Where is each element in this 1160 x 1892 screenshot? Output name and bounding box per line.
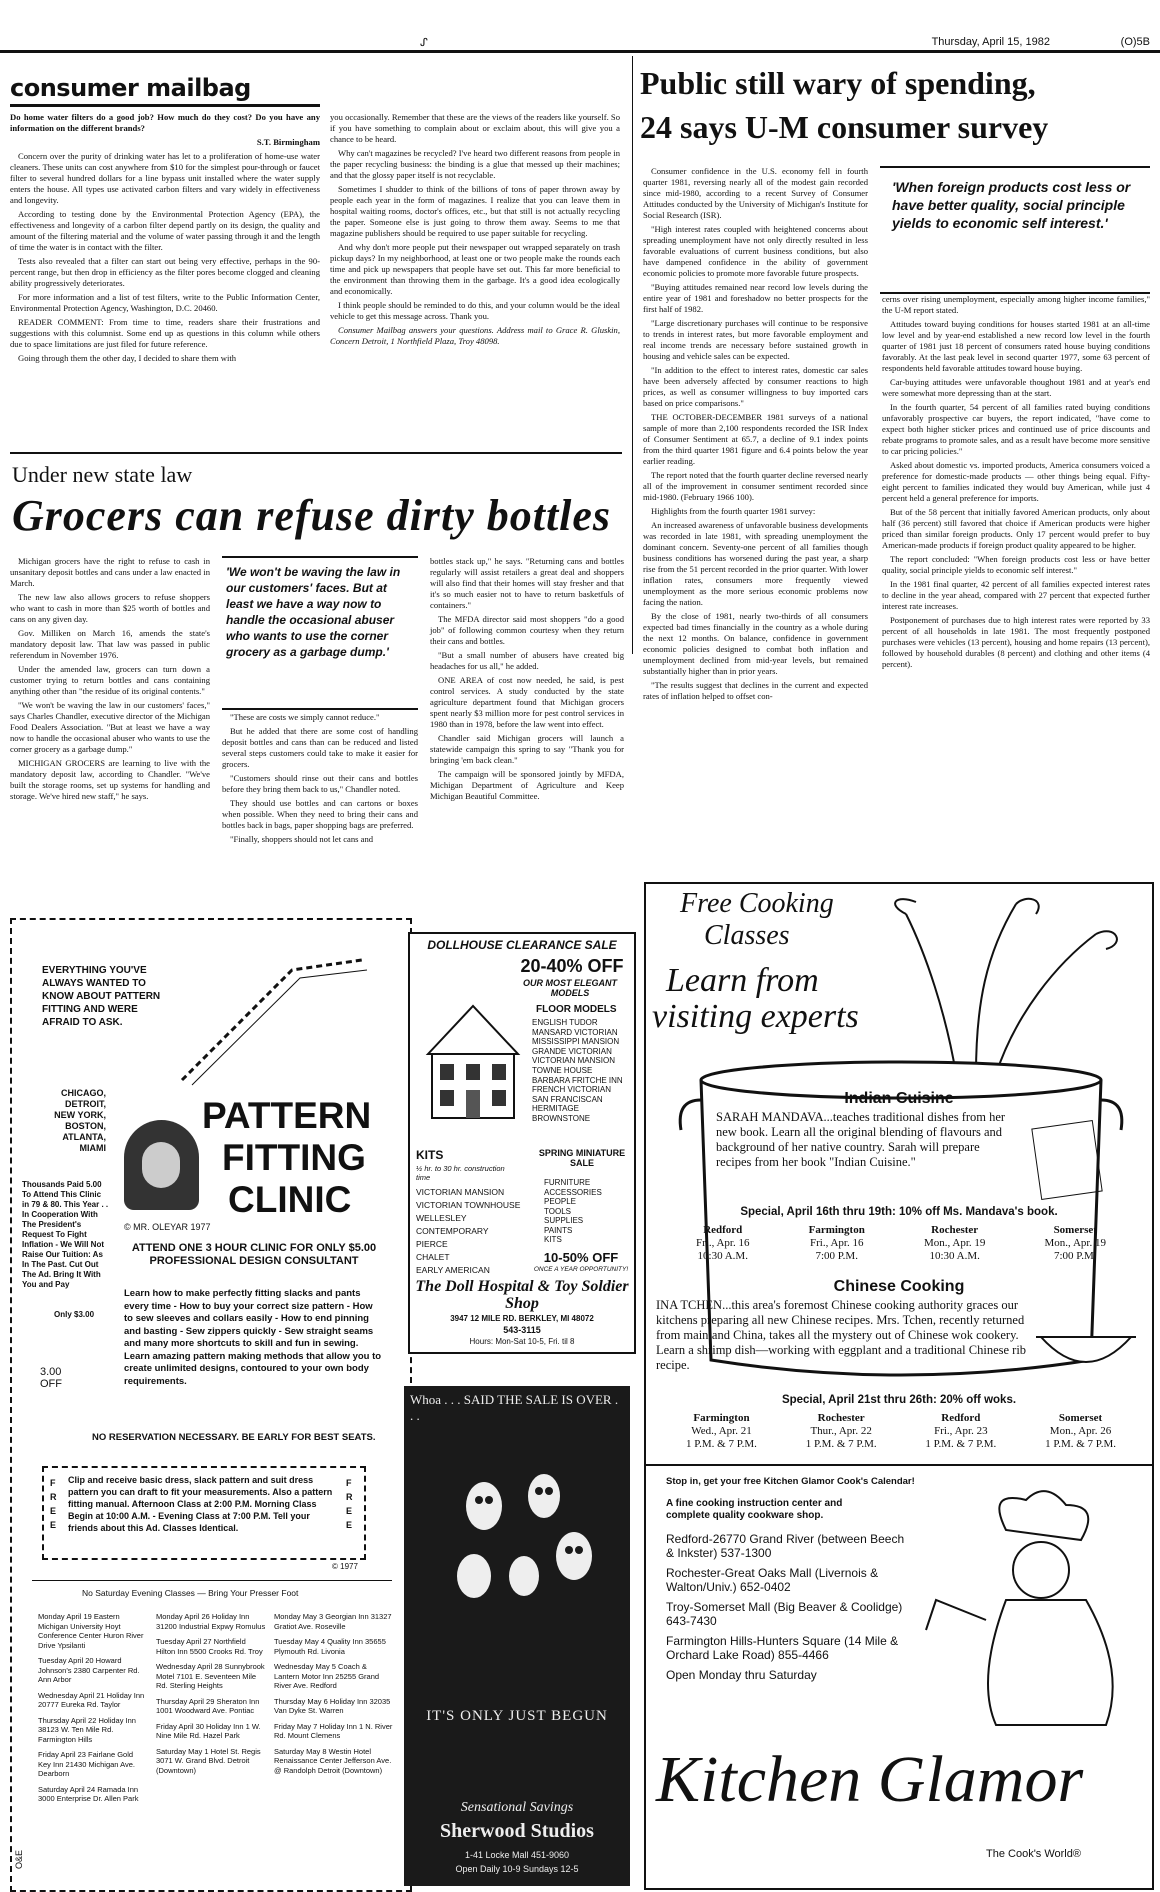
pattern-no-reservation: NO RESERVATION NECESSARY. BE EARLY FOR BEST SEATS. [92,1432,376,1443]
cookbook-icon [1031,1120,1102,1200]
grocers-paragraph: "Customers should rinse out their cans and bottles before they bring them back to us," Chandler noted. [222,773,418,794]
class-date: Thur., Apr. 22 [810,1425,872,1437]
instructor-photo [124,1120,199,1210]
survey-paragraph: "In addition to the effect to interest rates, domestic car sales have been adversely affected by consumer reactions to high prices, as well as consumer willingness to buy imported cars based on price comparisons." [643,365,868,408]
pattern-title-3: CLINIC [228,1179,352,1220]
ad-divider [646,1464,1152,1466]
class-date: Mon., Apr. 19 [923,1237,986,1249]
store-location: Farmington Hills-Hunters Square (14 Mile & Orchard Lake Road) 855-4466 [666,1634,899,1662]
sherwood-address: 1-41 Locke Mall 451-9060 [464,1850,570,1860]
schedule-entry: Wednesday April 21 Holiday Inn 20777 Eureka Rd. Taylor [38,1690,145,1709]
class-time: 1 P.M. & 7 P.M. [1045,1438,1116,1450]
grocers-paragraph: But he added that there are some cost of handling deposit bottles and cans than can be reduced and listed several steps customers could take to make it easier for grocers. [222,726,418,769]
class-slot [925,1412,996,1451]
survey-paragraph: An increased awareness of unfavorable business developments was recorded in late 1981, with spreading unemployment the dominant concern. Seventy-one percent of all families though business conditions has worsened during the past year, a sharp rise from the 51 percent recorded in the prior quarter. With lower inflation rates, consumers more frequently viewed unemployment as the more serious economic problems now facing the nation. [643,520,868,607]
mailbag-answer: According to testing done by the Environmental Protection Agency (EPA), the effectiveness and longevity of a carbon filter depend partly on its design, the quality and amount of the filtering material and the volume of water passing through it and the length of time the water is in contact with the filter. [10,209,320,252]
grocers-pull-quote-box [222,556,418,710]
schedule-entry: Monday May 3 Georgian Inn 31327 Gratiot Ave. Roseville [274,1612,392,1631]
store-locations [666,1532,906,1682]
pattern-copyright: © MR. OLEYAR 1977 [124,1222,211,1232]
mailbag-question: Do home water filters do a good job? How much do they cost? Do you have any information on the different brands? [10,112,320,133]
column-divider [632,56,633,654]
shop-description: A fine cooking instruction center and complete quality cookware shop. [666,1498,843,1521]
pattern-coupon[interactable] [42,1466,366,1560]
pattern-clinic-ad [10,918,412,1892]
class-date: Mon., Apr. 26 [1049,1425,1112,1437]
class-location: Rochester [931,1224,979,1236]
pattern-cities: CHICAGO, DETROIT, NEW YORK, BOSTON, ATLANTA, MIAMI [54,1088,106,1153]
kit-item: EARLY AMERICAN [416,1265,490,1275]
doll-shop-phone: 543-3115 [503,1325,541,1335]
spring-sale-discount: 10-50% OFF [543,1250,619,1265]
grocers-paragraph: Chandler said Michigan grocers will launch a statewide campaign this spring to say "Thank you for bringing 'em back clean." [430,733,624,765]
sherwood-hours: Open Daily 10-9 Sundays 12-5 [455,1864,579,1874]
grocers-paragraph: They should use bottles and can cartons or boxes when possible. When they need to bring their cans and bottles back in bags, paper shopping bags are preferred. [222,798,418,830]
class-slot [1045,1224,1106,1263]
chef-illustration [916,1480,1136,1730]
schedule-entry: Monday April 19 Eastern Michigan University Hoyt Conference Center Huron River Drive Ypsilanti [38,1612,144,1650]
survey-paragraph: "Buying attitudes remained near record low levels during the entire year of 1981 and foreshadow no better prospects for the first half of 1982. [643,282,868,314]
section-rule [10,452,622,454]
floor-models-list [532,1018,632,1124]
grocers-kicker: Under new state law [12,462,193,487]
mailbag-answer: Concern over the purity of drinking water has let to a proliferation of home-use water cleaners. These units can cost anywhere from $10 for the simplest pour-through or faucet filter to several hundred dollars for a line bypass unit installed where the water supply enters the house. All types use activated carbon filters and vary widely in effectiveness and longevity. [10,151,320,205]
pattern-price: Only $3.00 [54,1310,95,1319]
kits-list [416,1186,528,1277]
sherwood-studios-ad [404,1386,630,1886]
kits-heading: KITS [416,1148,444,1162]
class-slot [924,1224,985,1263]
survey-headline-1: Public still wary of spending, [640,65,1036,101]
indian-cuisine-heading: Indian Cuisine [844,1090,954,1107]
mailbag-column-1 [10,112,320,430]
grocers-column-3 [430,556,624,878]
class-slot [696,1224,749,1263]
grocers-paragraph: Under the amended law, grocers can turn down a customer trying to return bottles and cans containing anything other than "the residue of its original contents." [10,664,210,696]
class-date: Fri., Apr. 16 [696,1237,750,1249]
floor-model: BARBARA FRITCHE INN [532,1075,623,1085]
schedule-entry: Tuesday May 4 Quality Inn 35655 Plymouth Rd. Livonia [274,1637,386,1656]
dollhouse-title: DOLLHOUSE CLEARANCE SALE [427,938,617,952]
spring-item: FURNITURE [544,1178,591,1187]
class-time: 1 P.M. & 7 P.M. [805,1438,877,1450]
grocers-paragraph: Gov. Milliken on March 16, amends the state's mandatory deposit law. That law was passed in public referendum in November 1976. [10,628,210,660]
class-time: 1 P.M. & 7 P.M. [686,1438,757,1450]
class-date: Fri., Apr. 23 [934,1425,988,1437]
sherwood-savings: Sensational Savings [460,1800,574,1815]
section-label: O&E [14,1850,24,1870]
kitchen-glamor-ad [644,882,1154,1890]
mailbag-answer: Tests also revealed that a filter can start out being very effective, perhaps in the 90-percent range, but then drop in efficiency as the filter pores become clogged and cleaning ability progressively deteriorates. [10,256,320,288]
reader-comment: Sometimes I shudder to think of the billions of tons of paper thrown away by people each year in the form of magazines. I realize that you can leave them in hospital waiting rooms, doctor's offices, etc., but that still is not actually recycling the paper. Someone else is just going to throw them away. Seems to me that magazine publishers should be required to use paper suitable for recycling. [330,184,620,238]
doll-shop-name: The Doll Hospital & Toy Soldier Shop [415,1278,629,1312]
grocers-paragraph: MICHIGAN GROCERS are learning to live with the mandatory deposit law, according to Chandler. "We've built the storage rooms, set up systems for handling and storage. We've hired new staff," he says. [10,758,210,801]
class-location: Somerset [1058,1412,1103,1424]
class-time: 10:30 A.M. [697,1250,748,1262]
spring-item: SUPPLIES [544,1216,584,1225]
schedule-entry: Saturday April 24 Ramada Inn 3000 Enterprise Dr. Allen Park [38,1784,139,1803]
coupon-text: Clip and receive basic dress, slack pattern and suit dress pattern you can draft to fit your measurements. Also a pattern fitting manual. Afternoon Class at 2:00 P.M. Morning Class Begin at 10:00 A.M. - Evening Class at 7:00 P.M. Tell your friends about this Ad. Classes Identical. [68,1475,333,1533]
pattern-title-1: PATTERN [202,1095,372,1136]
floor-model: FRENCH VICTORIAN [532,1085,611,1095]
kit-item: CONTEMPORARY [416,1226,489,1236]
cooking-title-4: visiting experts [652,998,859,1035]
survey-paragraph: Postponement of purchases due to high interest rates were reported by 33 percent of all households in late 1981. The most frequently postponed purchases were vehicles (13 percent), housing and home repairs (13 percent), followed by household durables (8 percent) and clothing and other items (4 percent). [882,615,1150,669]
spring-item: TOOLS [544,1206,571,1216]
class-slot [1045,1412,1116,1451]
schedule-entry: Tuesday April 20 Howard Johnson's 2380 Carpenter Rd. Ann Arbor [38,1656,140,1684]
survey-paragraph: Consumer confidence in the U.S. economy fell in fourth quarter 1981, reversing nearly all of the modest gain recorded since mid-1980, according to a recent Survey of Consumer Attitudes conducted by the University of Michigan's Institute for Social Research (ISR). [643,166,868,220]
grocers-paragraph: "We won't be waving the law in our customers' faces," says Charles Chandler, executive director of the Michigan Food Dealers Association. "But at least we have a way now to handle the occasional abuser who wants to use the corner grocery as a garbage dump." [10,700,210,754]
kit-item: PIERCE [416,1239,448,1249]
grocers-paragraph: "These are costs we simply cannot reduce." [230,712,380,722]
schedule-entry: Thursday April 29 Sheraton Inn 1001 Woodward Ave. Pontiac [156,1696,260,1715]
store-location: Rochester-Great Oaks Mall (Livernois & Walton/Univ.) 652-0402 [666,1566,879,1594]
class-date: Wed., Apr. 21 [691,1425,752,1437]
spring-item: PAINTS [544,1225,573,1235]
mailbag-address: Consumer Mailbag answers your questions. Address mail to Grace R. Gluskin, Concern Detroit, 1 Northfield Plaza, Troy 48098. [330,325,620,346]
class-location: Redford [703,1224,743,1236]
kit-item: CHALET [416,1252,450,1262]
mailbag-signer: S.T. Birmingham [256,137,320,147]
wok-icon [1036,1322,1136,1382]
dollhouse-subtitle: OUR MOST ELEGANT MODELS [523,978,617,998]
schedule-entry: Wednesday May 5 Coach & Lantern Motor Inn 25255 Grand River Ave. Redford [274,1662,380,1690]
floor-model: BROWNSTONE [532,1113,591,1123]
schedule-entry: Thursday May 6 Holiday Inn 32035 Van Dyke St. Warren [274,1696,391,1715]
pattern-intro: EVERYTHING YOU'VE ALWAYS WANTED TO KNOW ABOUT PATTERN FITTING AND WERE AFRAID TO ASK. [42,965,161,1028]
dollhouse-ad [408,932,636,1354]
masthead-rule [10,104,320,107]
floor-model: MANSARD VICTORIAN [532,1027,618,1037]
reader-comment: I think people should be reminded to do this, and your column would be the ideal vehicle to get this message across. Thank you. [330,300,620,321]
spring-sale-note: ONCE A YEAR OPPORTUNITY! [533,1266,629,1273]
class-time: 7:00 P.M. [1054,1250,1097,1262]
floor-model: GRANDE VICTORIAN [532,1046,612,1056]
page-number: (O)5B [1120,36,1150,48]
survey-paragraph: Asked about domestic vs. imported products, America consumers voiced a preference for domestic-made products — other things being equal. Fifty-eight percent to families indicated they would buy American, while just 4 percent held a general preference for imports. [882,460,1150,503]
grocers-column-2 [222,712,418,878]
grocers-paragraph: bottles stack up," he says. "Returning cans and bottles regularly will assist retailers a great deal and shoppers will also find that their homes will stay fresher and that it's so much easier not to have to return basketfuls of containers." [430,556,624,610]
survey-paragraph: Highlights from the fourth quarter 1981 survey: [651,506,816,516]
kitchen-glamor-tagline: The Cook's World® [986,1848,1081,1860]
class-slot [686,1412,757,1451]
grocers-column-1 [10,556,210,876]
floor-model: ENGLISH TUDOR [532,1018,598,1027]
class-location: Rochester [817,1412,865,1424]
doll-shop-hours: Hours: Mon-Sat 10-5, Fri. til 8 [469,1337,575,1346]
survey-paragraph: The report noted that the fourth quarter decline reversed nearly all of the improvement in consumer sentiment recorded since mid-1980. (February 1966 100). [643,470,868,502]
grocers-paragraph: "But a small number of abusers have created big headaches for us all," he added. [430,650,624,671]
cooking-title-1: Free Cooking [680,888,834,919]
grocers-headline: Grocers can refuse dirty bottles [12,491,612,540]
class-time: 1 P.M. & 7 P.M. [925,1438,997,1450]
kitchen-glamor-logo: Kitchen Glamor [656,1743,1084,1816]
sherwood-headline: IT'S ONLY JUST BEGUN [426,1708,608,1724]
floor-model: HERMITAGE [532,1104,579,1114]
coupon-copyright: © 1977 [332,1562,358,1571]
mailbag-column-2 [330,112,620,430]
survey-paragraph: "The results suggest that declines in the current and expected rates of inflation helped to offset con- [643,680,868,701]
measuring-tape-icon [172,950,372,1090]
grocers-paragraph: ONE AREA of cost now needed, he said, is pest control services. A study conducted by the state agriculture department found that Michigan grocers spent nearly $3 million more for pest control services in 1980 than in 1978, before the law went into effect. [430,675,624,729]
class-location: Farmington [808,1224,865,1236]
cooking-title-2: Classes [704,920,790,951]
class-slot [809,1224,865,1263]
survey-paragraph: "High interest rates coupled with heightened concerns about spreading unemployment have not only directly resulted in less favorable evaluations of current business conditions, but also have dampened confidence in the ability of government economic policies to promote more favorable future prospects. [643,224,868,278]
chinese-cooking-body: INA TCHEN...this area's foremost Chinese cooking authority graces our kitchens preparing all new Chinese recipes. Mrs. Tchen, recently returned from mainland China, takes all the mystery out of Chinese wok cookery. Learn a shrimp dish—working with eggplant and a traditional Chinese rib recipe. [656,1298,1027,1372]
schedule-entry: Thursday April 22 Holiday Inn 38123 W. Ten Mile Rd. Farmington Hills [38,1715,136,1744]
schedule-entry: Saturday May 1 Hotel St. Regis 3071 W. Grand Blvd. Detroit (Downtown) [156,1746,261,1775]
kits-subtitle: ½ hr. to 30 hr. construction time [416,1164,505,1182]
dollhouse-illustration [418,994,528,1124]
reader-comment: READER COMMENT: From time to time, readers share their frustrations and suggestions with this columnist. Some end up as questions in this column while others due to space limitations are just filed for future reference. [10,317,320,349]
schedule-column-1 [38,1612,148,1810]
class-time: 10:30 A.M. [929,1250,980,1262]
sherwood-tagline: Whoa . . . SAID THE SALE IS OVER . . . [410,1392,619,1423]
store-location: Troy-Somerset Mall (Big Beaver & Coolidge) 643-7430 [666,1600,903,1628]
schedule-entry: Friday April 30 Holiday Inn 1 W. Nine Mile Rd. Hazel Park [156,1721,261,1740]
grocers-pull-quote: 'We won't be waving the law in our customers' faces. But at least we have a way now to handle the occasional abuser who wants to use the corner grocery as a garbage dump.' [226,565,401,659]
floor-model: SAN FRANCISCAN [532,1094,603,1104]
survey-column-1 [643,166,868,701]
calendar-offer: Stop in, get your free Kitchen Glamor Cook's Calendar! [666,1476,915,1487]
indian-schedule [696,1224,1106,1263]
survey-paragraph: THE OCTOBER-DECEMBER 1981 surveys of a national sample of more than 2,100 respondents recorded the ISR Index of Consumer Sentiment at 65.7, a decline of 9.1 index points from the third quarter 1981 figure and 6.4 points below the year earlier reading. [643,412,868,466]
class-location: Farmington [693,1412,750,1424]
class-location: Somerset [1053,1224,1097,1236]
schedule-entry: Friday April 23 Fairlane Gold Key Inn 21430 Michigan Ave. Dearborn [38,1750,136,1778]
survey-pull-quote-box [880,166,1150,294]
store-location: Redford-26770 Grand River (between Beech & Inkster) 537-1300 [666,1532,905,1560]
survey-paragraph: But of the 58 percent that initially favored American products, only about half (36 percent) still favored that choice if American products were higher priced than similar foreign products. Only 17 percent would prefer to buy American-made products if foreign product quality appeared to be higher. [882,507,1150,550]
floor-model: VICTORIAN MANSION [532,1056,615,1066]
spring-sale-list [544,1178,634,1245]
coupon-free-right: F R E E [346,1478,353,1530]
schedule-entry: Tuesday April 27 Northfield Hilton Inn 5500 Crooks Rd. Troy [156,1637,263,1656]
header-ornament: ᔑ [420,37,428,49]
survey-paragraph: By the close of 1981, nearly two-thirds of all consumers expected bad times financially in the country as a whole during the next 12 months. On balance, confidence in government economic policies designed to combat both inflation and unemployment declined from mid-year levels, but remained substantially higher than in prior years. [643,611,868,676]
schedule-entry: Monday April 26 Holiday Inn 31200 Industrial Expwy Romulus [156,1612,266,1631]
spring-item: ACCESSORIES [544,1187,602,1197]
grocers-paragraph: Michigan grocers have the right to refuse to cash in unsanitary deposit bottles and cans under a law enacted in March. [10,556,210,588]
reader-comment: And why don't more people put their newspaper out wrapped separately on trash pickup days? In my neighborhood, at least one or two people make the rounds each time and pick up newspapers that people have set out. This far more beneficial to the environment than throwing them in the garbage. It's a good idea ecologically and economically. [330,242,620,296]
floor-models-heading: FLOOR MODELS [536,1004,617,1015]
survey-paragraph: cerns over rising unemployment, especially among higher income families," the U-M report stated. [882,294,1150,315]
celery-illustration [866,894,1136,1074]
schedule-column-3 [274,1612,394,1781]
floor-model: TOWNE HOUSE [532,1065,593,1075]
page-date: Thursday, April 15, 1982 [931,36,1050,48]
mailbag-answer: For more information and a list of test filters, write to the Public Information Center, Environmental Protection Agency, Washington, D.C. 20460. [10,292,320,313]
reader-comment: Why can't magazines be recycled? I've heard two different reasons from people in the paper recycling business: the binding is a glue that messed up their machines; and that the glossy paper itself is not recyclable. [330,148,620,180]
schedule-rule [32,1580,392,1581]
survey-paragraph: In the 1981 final quarter, 42 percent of all families expected interest rates to decline in the year ahead, compared with 27 percent that expected further interest rate increases. [882,579,1150,611]
schedule-entry: Wednesday April 28 Sunnybrook Motel 7101 E. Seventeen Mile Rd. Sterling Heights [156,1662,265,1690]
grocers-paragraph: The new law also allows grocers to refuse shoppers who want to cash in more than $25 worth of bottles and cans on any given day. [10,592,210,624]
survey-column-2 [882,294,1150,669]
spring-item: KITS [544,1235,562,1244]
spring-item: PEOPLE [544,1197,577,1206]
pattern-title-2: FITTING [222,1137,366,1178]
schedule-column-2 [156,1612,266,1781]
survey-paragraph: Car-buying attitudes were unfavorable thoughout 1981 and at year's end were somewhat more depressing than at the start. [882,377,1150,398]
owls-illustration [424,1436,614,1626]
indian-cuisine-body: SARAH MANDAVA...teaches traditional dishes from her new book. Learn all the original blending of flavours and background of her native country. Sarah will prepare recipes from her book "Indian Cuisine." [716,1110,1006,1169]
doll-shop-address: 3947 12 MILE RD. BERKLEY, MI 48072 [450,1314,594,1323]
class-slot [806,1412,877,1451]
pattern-attendance-note: Thousands Paid 5.00 To Attend This Clinic in 79 & 80. This Year . . In Cooperation With The President's Request To Fight Inflation - We Will Not Raise Our Tuition: As In The Past. Cut Out The Ad. Bring It With You and Pay [22,1180,109,1289]
survey-headline-2: 24 says U-M consumer survey [640,109,1049,145]
survey-paragraph: The report concluded: "When foreign products cost less or have better quality, social principle yields to economic self interest." [882,554,1150,575]
grocers-paragraph: The campaign will be sponsored jointly by MFDA, Michigan Department of Agriculture and Keep Michigan Beautiful Committee. [430,769,624,801]
chinese-cooking-heading: Chinese Cooking [833,1278,965,1295]
schedule-entry: Friday May 7 Holiday Inn 1 N. River Rd. Mount Clemens [274,1721,393,1740]
survey-paragraph: In the fourth quarter, 54 percent of all families rated buying conditions unfavorably prospective car buyers, the report indicated, "have come to expect both higher sticker prices and continued use of price discounts and rebate programs to promote sales, and as a result have become more sensitive to car pricing policies." [882,402,1150,456]
class-location: Redford [941,1412,981,1424]
cooking-title-3: Learn from [666,962,819,999]
schedule-entry: Saturday May 8 Westin Hotel Renaissance Center Jefferson Ave. @ Randolph Detroit (Downtown) [274,1746,392,1775]
chinese-schedule [686,1412,1116,1451]
mailbag-masthead: consumer mailbag [10,74,251,102]
store-hours: Open Monday thru Saturday [666,1668,817,1682]
schedule-note: No Saturday Evening Classes — Bring Your Presser Foot [82,1588,299,1598]
class-time: 7:00 P.M. [815,1250,858,1262]
pattern-attend: ATTEND ONE 3 HOUR CLINIC FOR ONLY $5.00 PROFESSIONAL DESIGN CONSULTANT [131,1242,377,1267]
survey-paragraph: "Large discretionary purchases will continue to be responsive to trends in interest rates, but more favorable employment and real income trends are necessary before sustained growth in housing and vehicle sales can be expected. [643,318,868,361]
reader-comment: you occasionally. Remember that these are the views of the readers like yourself. So if you have something to complain about or exclaim about, this will give you a chance to be heard. [330,112,620,144]
kit-item: VICTORIAN MANSION [416,1187,505,1197]
grocers-paragraph: The MFDA director said most shoppers "do a good job" of following common courtesy when they return their cans and bottles. [430,614,624,646]
coupon-free-left: F R E E [50,1478,57,1530]
class-date: Mon., Apr. 19 [1044,1237,1106,1249]
survey-pull-quote: 'When foreign products cost less or have better quality, social principle yields to economic self interest.' [892,179,1131,231]
pattern-discount: 3.00 OFF [40,1366,62,1390]
spring-sale-heading: SPRING MINIATURE SALE [538,1148,626,1168]
kit-item: VICTORIAN TOWNHOUSE [416,1200,521,1210]
survey-paragraph: Attitudes toward buying conditions for houses started 1981 at an all-time low level and by year-end established a new record low level in the fourth quarter of 1981 just 18 percent of consumers rated house buying conditions favorably. At the last peak level in second quarter 1977, some 63 percent of respondents held favorable attitudes toward house buying. [882,319,1150,373]
class-date: Fri., Apr. 16 [809,1237,864,1249]
reader-comment: Going through them the other day, I decided to share them with [18,353,237,363]
kit-item: WELLESLEY [416,1213,467,1223]
chinese-special: Special, April 21st thru 26th: 20% off woks. [781,1394,1017,1406]
indian-special: Special, April 16th thru 19th: 10% off Ms. Mandava's book. [740,1206,1058,1218]
pattern-learn: Learn how to make perfectly fitting slacks and pants every time - How to buy your correct size pattern - How to sew sleeves and collars easily - How to end pinning and basting - Sew zippers quickly - Sew straight seams and many more shortcuts to skill and fun in sewing. Learn amazing pattern making methods that allow you to create unlimited designs, contoured to your own body requirements. [124,1288,382,1387]
grocers-paragraph: "Finally, shoppers should not let cans and [230,834,374,844]
sherwood-name: Sherwood Studios [440,1820,594,1842]
floor-model: MISSISSIPPI MANSION [532,1037,620,1047]
dollhouse-discount: 20-40% OFF [520,956,624,976]
